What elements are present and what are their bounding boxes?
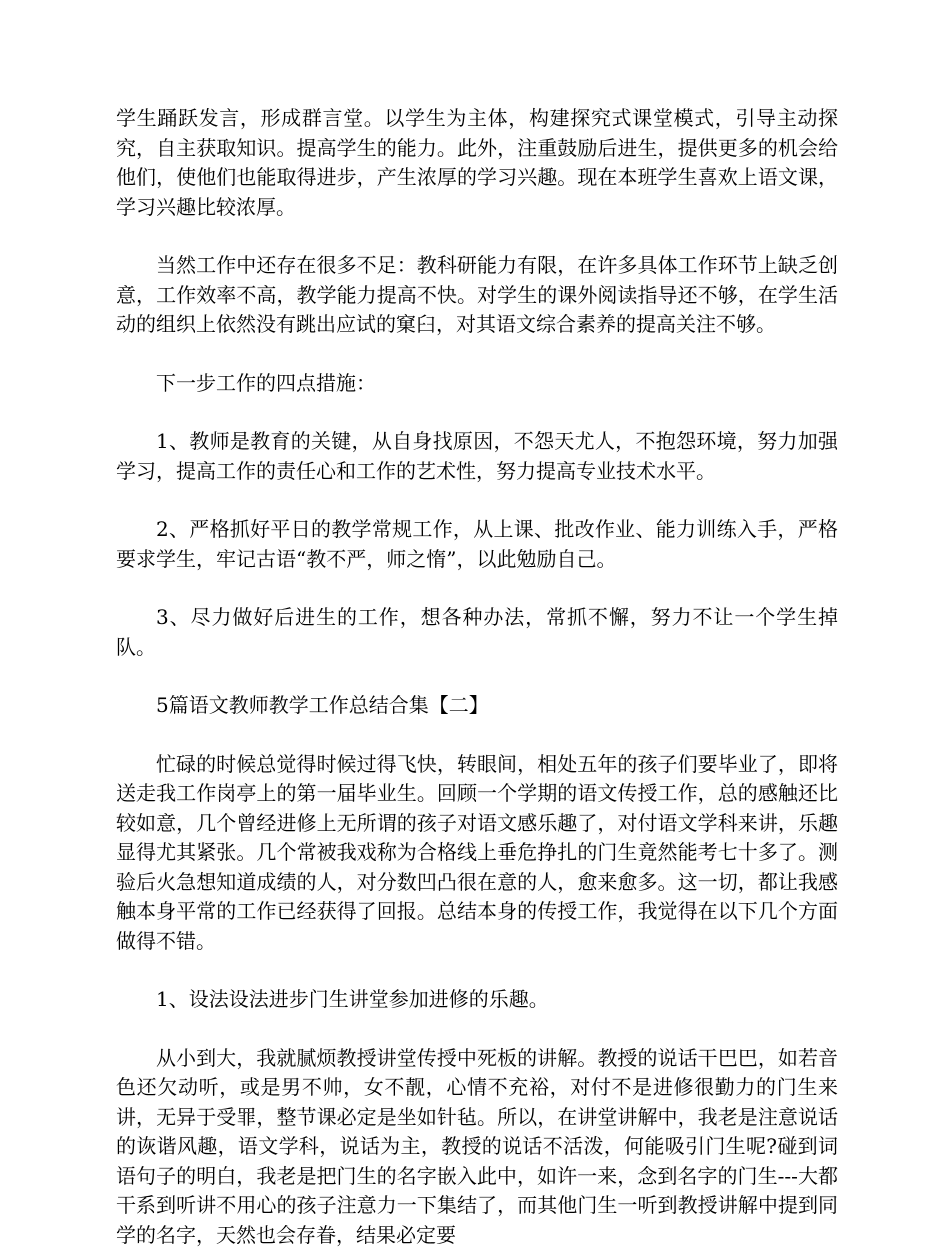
paragraph-4: 1、教师是教育的关键，从自身找原因，不怨天尤人，不抱怨环境，努力加强学习，提高工作的责任心和工作的艺术性，努力提高专业技术水平。	[116, 427, 838, 486]
paragraph-1: 学生踊跃发言，形成群言堂。以学生为主体，构建探究式课堂模式，引导主动探究，自主获取知识。提高学生的能力。此外，注重鼓励后进生，提供更多的机会给他们，使他们也能取得进步，产生浓厚的学习兴趣。现在本班学生喜欢上语文课，学习兴趣比较浓厚。	[116, 104, 838, 222]
paragraph-5: 2、严格抓好平日的教学常规工作，从上课、批改作业、能力训练入手，严格要求学生，牢记古语“教不严，师之惰”，以此勉励自己。	[116, 515, 838, 574]
paragraph-9: 从小到大，我就腻烦教授讲堂传授中死板的讲解。教授的说话干巴巴，如若音色还欠动听，或是男不帅，女不靓，心情不充裕，对付不是进修很勤力的门生来讲，无异于受罪，整节课必定是坐如针毡。所以，在讲堂讲解中，我老是注意说话的诙谐风趣，语文学科，说话为主，教授的说话不活泼，何能吸引门生呢?碰到词语句子的明白，我老是把门生的名字嵌入此中，如许一来，念到名字的门生---大都干系到听讲不用心的孩子注意力一下集结了，而其他门生一听到教授讲解中提到同学的名字，天然也会存眷，结果必定要	[116, 1044, 838, 1250]
paragraph-2: 当然工作中还存在很多不足：教科研能力有限，在许多具体工作环节上缺乏创意，工作效率不高，教学能力提高不快。对学生的课外阅读指导还不够，在学生活动的组织上依然没有跳出应试的窠臼，对其语文综合素养的提高关注不够。	[116, 251, 838, 340]
paragraph-6: 3、尽力做好后进生的工作，想各种办法，常抓不懈，努力不让一个学生掉队。	[116, 603, 838, 662]
paragraph-7: 忙碌的时候总觉得时候过得飞快，转眼间，相处五年的孩子们要毕业了，即将送走我工作岗亭上的第一届毕业生。回顾一个学期的语文传授工作，总的感触还比较如意，几个曾经进修上无所谓的孩子对语文感乐趣了，对付语文学科来讲，乐趣显得尤其紧张。几个常被我戏称为合格线上垂危挣扎的门生竟然能考七十多了。测验后火急想知道成绩的人，对分数凹凸很在意的人，愈来愈多。这一切，都让我感触本身平常的工作已经获得了回报。总结本身的传授工作，我觉得在以下几个方面做得不错。	[116, 750, 838, 957]
paragraph-3: 下一步工作的四点措施：	[116, 369, 838, 399]
paragraph-8: 1、设法设法进步门生讲堂参加进修的乐趣。	[116, 985, 838, 1015]
section-heading: 5篇语文教师教学工作总结合集【二】	[116, 691, 838, 721]
